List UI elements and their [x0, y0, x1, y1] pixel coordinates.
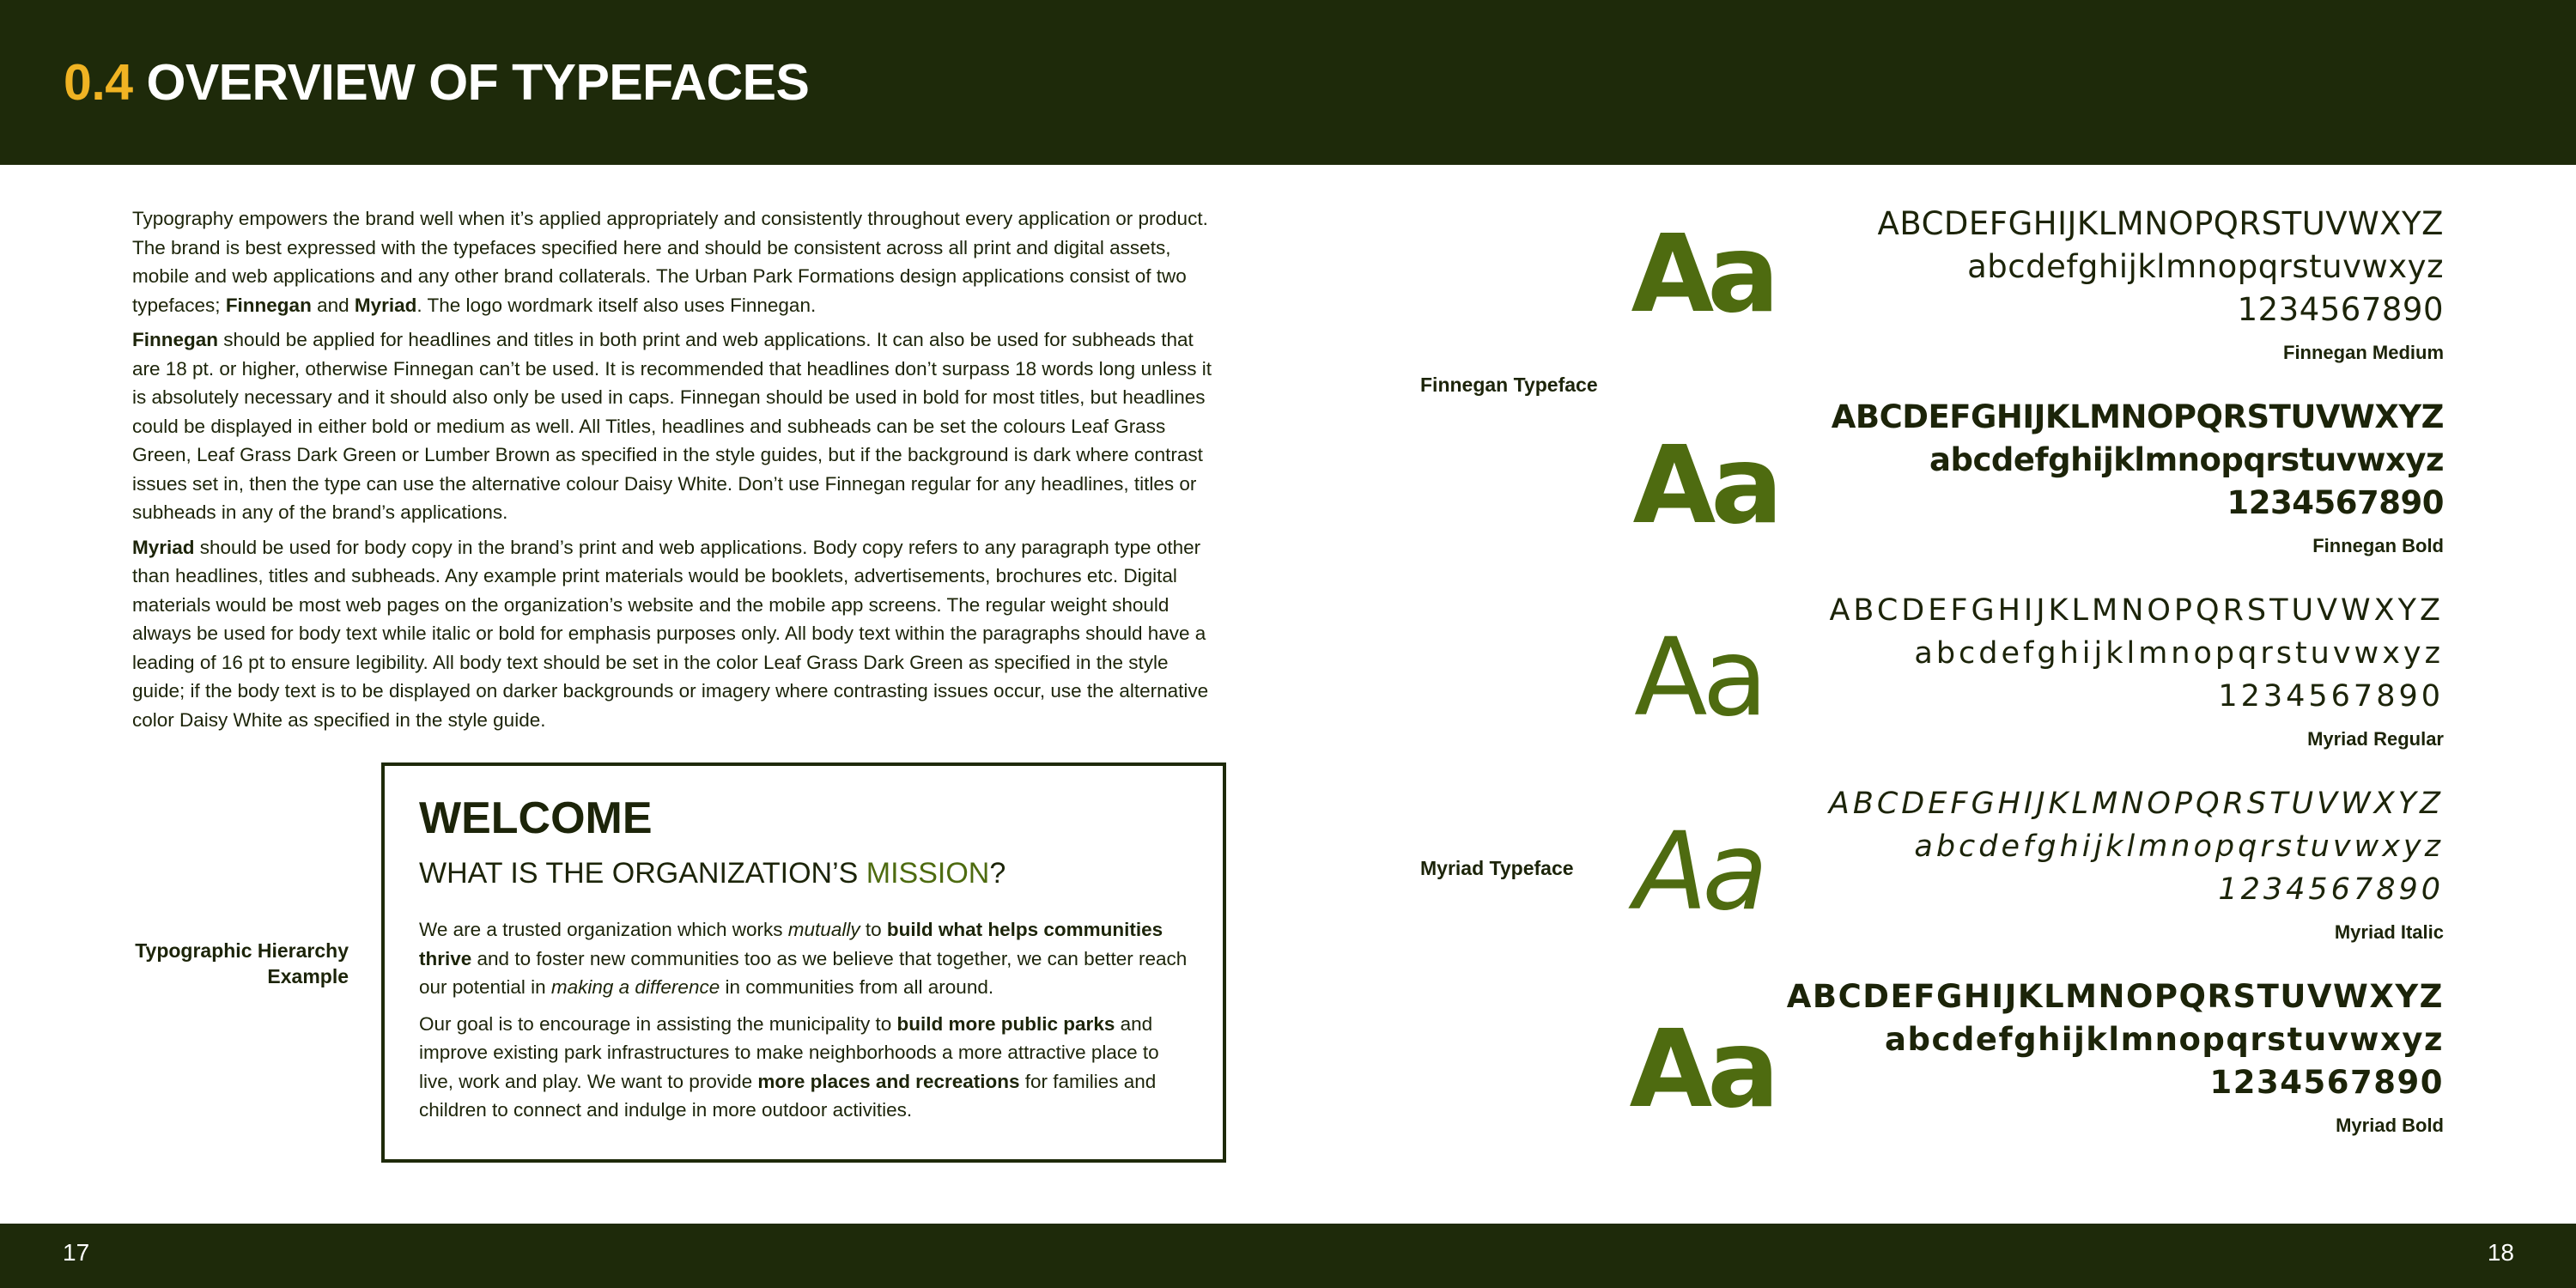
- mission-subheading: [419, 854, 1192, 893]
- specimen-myriad-regular: [1740, 589, 2444, 752]
- aa-finnegan-medium: Aa: [1631, 212, 1773, 337]
- mission-word: MISSION: [866, 857, 990, 890]
- specimen-caption: Finnegan Medium: [2283, 342, 2444, 363]
- mission-post: ?: [989, 857, 1006, 890]
- p1-i1: mutually: [787, 919, 860, 940]
- p2-b2: more places and recreations: [757, 1070, 1020, 1092]
- specimen-myriad-italic: [1740, 782, 2444, 945]
- specimen-caption: Finnegan Bold: [2312, 535, 2444, 556]
- intro-and: and: [311, 294, 355, 316]
- specimen-upper: ABCDEFGHIJKLMNOPQRSTUVWXYZ: [1831, 398, 2444, 435]
- hierarchy-label-line1: Typographic Hierarchy: [135, 939, 349, 962]
- page-number-right: 18: [2487, 1239, 2514, 1266]
- myriad-text: should be used for body copy in the brand’s print and web applications. Body copy refers to any paragraph type other than headlines, titles and subheads. Any example print materials would be booklets, advertisements, brochures etc. Digital materials would be most web pages on the organization’s website and the mobile app screens. The regular weight should always be used for body text while italic or bold for emphasis purposes only. All body text within the paragraphs should have a leading of 16 pt to ensure legibility. All body text should be set in the color Leaf Grass Dark Green as specified in the style guide; if the body text is to be displayed on darker backgrounds or imagery where contrasting issues occur, use the alternative color Daisy White as specified in the style guide.: [132, 536, 1209, 731]
- section-number: 0.4: [64, 54, 133, 111]
- specimen-digits: 1234567890: [2227, 484, 2444, 521]
- specimen-digits: 1234567890: [2209, 1064, 2444, 1101]
- p2-t3: for families and children to connect and indulge in more outdoor activities.: [419, 1070, 1157, 1121]
- footer-bar: [0, 1224, 2576, 1288]
- p1-t4: in communities from all around.: [720, 976, 994, 998]
- p1-i2: making a difference: [550, 976, 720, 998]
- hierarchy-label: [86, 938, 349, 989]
- specimen-lower: abcdefghijklmnopqrstuvwxyz: [1885, 1021, 2444, 1058]
- finnegan-lead: Finnegan: [132, 329, 218, 350]
- specimen-caption: Myriad Bold: [2336, 1115, 2444, 1136]
- aa-myriad-bold: Aa: [1629, 1007, 1775, 1132]
- specimen-digits: 1234567890: [2237, 291, 2444, 328]
- page-number-left: 17: [63, 1239, 90, 1266]
- p1-b1: build what helps communities thrive: [419, 919, 1163, 969]
- finnegan-text: should be applied for headlines and titles in both print and web applications. It can also be used for subheads that are 18 pt. or higher, otherwise Finnegan can’t be used. It is recommended that headlines don’t surpass 18 words long unless it is absolutely necessary and it should also only be used in caps. Finnegan should be used in bold for most titles, but headlines could be displayed in either bold or medium as well. All Titles, headlines and subheads can be set the colours Leaf Grass Green, Leaf Grass Dark Green or Lumber Brown as specified in the style guides, but if the background is dark where contrast issues set in, then the type can use the alternative colour Daisy White. Don’t use Finnegan regular for any headlines, titles or subheads in any of the brand’s applications.: [132, 329, 1212, 523]
- specimen-caption: Myriad Regular: [2307, 728, 2444, 750]
- section-title: OVERVIEW OF TYPEFACES: [146, 54, 810, 111]
- hierarchy-example-box: [381, 762, 1226, 1163]
- specimen-digits: 1234567890: [2218, 872, 2444, 907]
- specimen-upper: ABCDEFGHIJKLMNOPQRSTUVWXYZ: [1828, 787, 2444, 821]
- welcome-heading: WELCOME: [419, 793, 653, 843]
- myriad-paragraph: [132, 533, 1224, 735]
- specimen-lower: abcdefghijklmnopqrstuvwxyz: [1914, 636, 2444, 671]
- hierarchy-paragraph-2: [419, 1010, 1192, 1125]
- specimen-caption: Myriad Italic: [2334, 921, 2444, 943]
- specimen-finnegan-medium: [1740, 203, 2444, 366]
- p1-t1: We are a trusted organization which works: [419, 919, 788, 940]
- aa-myriad-italic: Aa: [1633, 810, 1764, 934]
- p1-t2: to: [860, 919, 887, 940]
- mission-pre: WHAT IS THE ORGANIZATION’S: [419, 857, 866, 890]
- specimen-upper: ABCDEFGHIJKLMNOPQRSTUVWXYZ: [1877, 205, 2444, 242]
- intro-bold-finnegan: Finnegan: [225, 294, 312, 316]
- specimen-digits: 1234567890: [2218, 679, 2444, 714]
- p2-t2: and improve existing park infrastructures to make neighborhoods a more attractive place to live, work and play. We want to provide: [419, 1012, 1159, 1092]
- hierarchy-label-line2: Example: [267, 965, 349, 987]
- aa-finnegan-bold: Aa: [1632, 423, 1778, 548]
- myriad-typeface-label: Myriad Typeface: [1420, 857, 1574, 879]
- specimen-lower: abcdefghijklmnopqrstuvwxyz: [1914, 829, 2444, 864]
- finnegan-paragraph: [132, 325, 1224, 527]
- p2-t1: Our goal is to encourage in assisting the municipality to: [419, 1012, 897, 1035]
- p2-b1: build more public parks: [896, 1012, 1115, 1035]
- body-copy: [132, 204, 1224, 740]
- aa-myriad-regular: Aa: [1633, 616, 1764, 740]
- myriad-lead: Myriad: [132, 536, 195, 558]
- hierarchy-content: [419, 792, 1192, 1133]
- page-title: [64, 53, 809, 112]
- specimen-lower: abcdefghijklmnopqrstuvwxyz: [1967, 248, 2444, 285]
- intro-end: . The logo wordmark itself also uses Finnegan.: [416, 294, 817, 316]
- intro-paragraph: [132, 204, 1224, 319]
- specimen-myriad-bold: [1740, 975, 2444, 1139]
- specimen-upper: ABCDEFGHIJKLMNOPQRSTUVWXYZ: [1829, 593, 2444, 628]
- specimen-finnegan-bold: [1740, 396, 2444, 559]
- specimen-upper: ABCDEFGHIJKLMNOPQRSTUVWXYZ: [1786, 978, 2444, 1015]
- intro-text: Typography empowers the brand well when it’s applied appropriately and consistently throughout every application or product. The brand is best expressed with the typefaces specified here and should be consistent across all print and digital assets, mobile and web applications and any other brand collaterals. The Urban Park Formations design applications consist of two typefaces;: [132, 208, 1208, 316]
- header-bar: [0, 0, 2576, 165]
- finnegan-typeface-label: Finnegan Typeface: [1420, 374, 1598, 396]
- hierarchy-paragraph-1: [419, 915, 1192, 1002]
- intro-bold-myriad: Myriad: [354, 294, 417, 316]
- p1-t3: and to foster new communities too as we believe that together, we can better reach our potential in: [419, 947, 1188, 998]
- specimen-lower: abcdefghijklmnopqrstuvwxyz: [1929, 441, 2444, 478]
